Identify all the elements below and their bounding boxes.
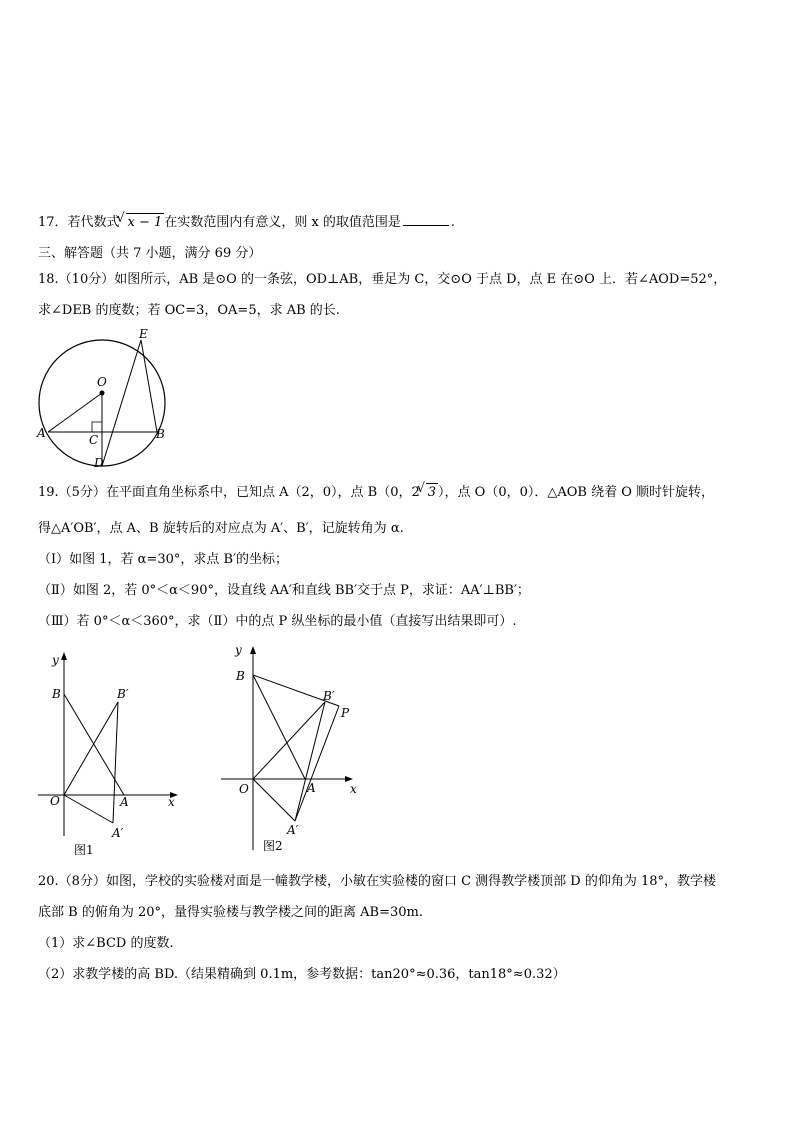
segment-b-prime-a-prime [113, 702, 118, 823]
segment-ed [102, 340, 141, 466]
label-b: B [52, 687, 61, 701]
sqrt-expression: √ x − 1 [126, 213, 165, 232]
label-b-prime: B′ [323, 689, 335, 703]
q20-line-2: 底部 B 的俯角为 20°，量得实验楼与教学楼之间的距离 AB=30m. [38, 905, 423, 920]
y-axis-arrow [250, 646, 256, 654]
segment-oa-prime [253, 779, 295, 821]
label-a: A [307, 781, 316, 795]
label-p: P [341, 706, 350, 720]
label-a: A [37, 426, 46, 440]
q20-part-2: （2）求教学楼的高 BD.（结果精确到 0.1m，参考数据：tan20°≈0.36，tan18°≈0.32） [38, 967, 566, 982]
segment-oa-prime [64, 795, 113, 823]
label-o: O [97, 375, 107, 389]
question-17 [38, 213, 455, 232]
center-point [100, 391, 105, 396]
figure-1-caption: 图1 [74, 843, 94, 857]
label-b-prime: B′ [117, 687, 129, 701]
q19-part-3: （Ⅲ）若 0°＜α＜360°，求（Ⅱ）中的点 P 纵坐标的最小值（直接写出结果即可）. [38, 614, 517, 629]
figure-2-caption: 图2 [263, 839, 283, 853]
q19-line-1a: 19.（5分）在平面直角坐标系中，已知点 A（2，0），点 B（0，2 [38, 485, 420, 500]
sqrt-3: √ 3 [426, 483, 438, 502]
figure-2 [221, 638, 371, 860]
segment-oa [48, 393, 102, 432]
answer-blank[interactable] [403, 213, 449, 226]
q19-line-2: 得△A′OB′，点 A、B 旋转后的对应点为 A′、B′，记旋转角为 α. [38, 521, 404, 536]
circle-figure [34, 326, 174, 472]
segment-a-prime-p [295, 706, 339, 821]
q18-line-1: 18.（10分）如图所示，AB 是⊙O 的一条弦，OD⊥AB，垂足为 C，交⊙O 于点 D，点 E 在⊙O 上．若∠AOD=52°， [38, 272, 727, 287]
label-x: x [350, 782, 357, 796]
label-o: O [50, 794, 60, 808]
label-a: A [120, 795, 129, 809]
q18-line-2: 求∠DEB 的度数；若 OC=3，OA=5，求 AB 的长. [38, 303, 340, 318]
segment-b-prime-a-prime [295, 702, 325, 821]
label-a-prime: A′ [112, 826, 124, 840]
label-b: B [156, 427, 165, 441]
label-o: O [239, 782, 249, 796]
q20-line-1: 20.（8分）如图，学校的实验楼对面是一幢教学楼，小敏在实验楼的窗口 C 测得教学楼顶部 D 的仰角为 18°，教学楼 [38, 874, 717, 889]
q17-end: . [450, 215, 456, 230]
segment-ob-prime [253, 702, 325, 779]
figure-1 [34, 648, 194, 860]
label-y: y [52, 653, 59, 667]
q17-prefix: 17．若代数式 [38, 215, 120, 230]
segment-ob-prime [64, 702, 118, 795]
q17-suffix: 在实数范围内有意义，则 x 的取值范围是 [164, 215, 401, 230]
label-e: E [139, 327, 148, 341]
label-x: x [168, 795, 175, 809]
y-axis-arrow [61, 652, 67, 660]
label-y: y [235, 643, 242, 657]
q20-part-1: （1）求∠BCD 的度数. [38, 936, 174, 951]
label-c: C [89, 433, 99, 447]
q19-line-1 [38, 483, 714, 502]
q19-part-2: （Ⅱ）如图 2，若 0°＜α＜90°，设直线 AA′和直线 BB′交于点 P，求证：AA′⊥BB′； [38, 583, 530, 598]
label-d: D [94, 456, 104, 470]
section-heading: 三、解答题（共 7 小题，满分 69 分） [38, 246, 262, 261]
label-a-prime: A′ [287, 823, 299, 837]
q19-part-1: （Ⅰ）如图 1，若 α=30°，求点 B′的坐标； [38, 552, 289, 567]
right-angle-mark [92, 422, 102, 432]
q19-line-1b: ），点 O（0，0）．△AOB 绕着 O 顺时针旋转， [438, 485, 715, 500]
label-b: B [236, 669, 245, 683]
segment-eb [141, 340, 157, 432]
